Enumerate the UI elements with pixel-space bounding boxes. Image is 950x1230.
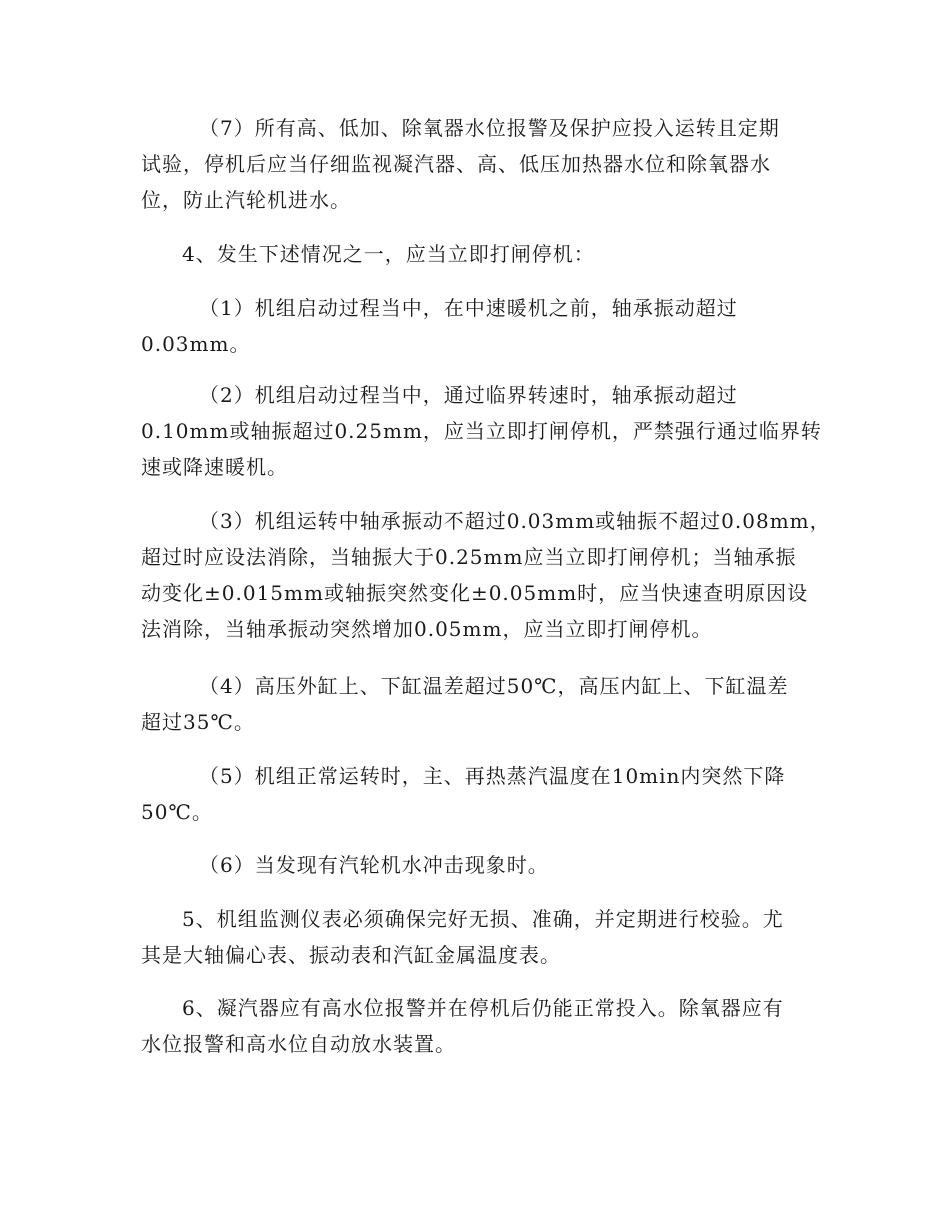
text-line: 0.10mm或轴振超过0.25mm，应当立即打闸停机，严禁强行通过临界转 [141,419,822,443]
text-line: 其是大轴偏心表、振动表和汽缸金属温度表。 [141,943,561,967]
text-line: 50℃。 [141,800,213,824]
text-line: 超过时应设法消除，当轴振大于0.25mm应当立即打闸停机；当轴承振 [141,545,797,569]
paragraph-item-4-6 [141,847,806,883]
paragraph-item-5 [141,901,806,973]
text-line: （6）当发现有汽轮机水冲击现象时。 [199,853,549,877]
text-line: （5）机组正常运转时，主、再热蒸汽温度在10min内突然下降 [199,764,786,788]
text-line: （2）机组启动过程当中，通过临界转速时，轴承振动超过 [199,383,738,407]
paragraph-item-4-2 [141,377,822,485]
text-line: 5、机组监测仪表必须确保完好无损、准确，并定期进行校验。尤 [182,907,784,931]
text-line: 位，防止汽轮机进水。 [141,188,351,212]
text-line: （7）所有高、低加、除氧器水位报警及保护应投入运转且定期 [199,116,780,140]
text-line: 超过35℃。 [141,710,255,734]
text-line: 4、发生下述情况之一，应当立即打闸停机： [182,242,595,266]
text-line: 水位报警和高水位自动放水装置。 [141,1032,456,1056]
paragraph-item-4-4 [141,668,806,740]
text-line: （1）机组启动过程当中，在中速暖机之前，轴承振动超过 [199,296,738,320]
text-line: （3）机组运转中轴承振动不超过0.03mm或轴振不超过0.08mm， [199,509,831,533]
paragraph-7 [141,110,806,218]
paragraph-item-4-5 [141,758,806,830]
text-line: 6、凝汽器应有高水位报警并在停机后仍能正常投入。除氧器应有 [182,996,784,1020]
paragraph-item-4-3 [141,503,831,647]
text-line: 0.03mm。 [141,332,251,356]
paragraph-item-6 [141,990,806,1062]
text-line: （4）高压外缸上、下缸温差超过50℃，高压内缸上、下缸温差 [199,674,789,698]
text-line: 试验，停机后应当仔细监视凝汽器、高、低压加热器水位和除氧器水 [141,152,771,176]
text-line: 速或降速暖机。 [141,455,288,479]
text-line: 动变化±0.015mm或轴振突然变化±0.05mm时，应当快速查明原因设 [141,581,809,605]
text-line: 法消除，当轴承振动突然增加0.05mm，应当立即打闸停机。 [141,617,713,641]
paragraph-item-4-1 [141,290,806,362]
paragraph-item-4 [141,236,806,272]
